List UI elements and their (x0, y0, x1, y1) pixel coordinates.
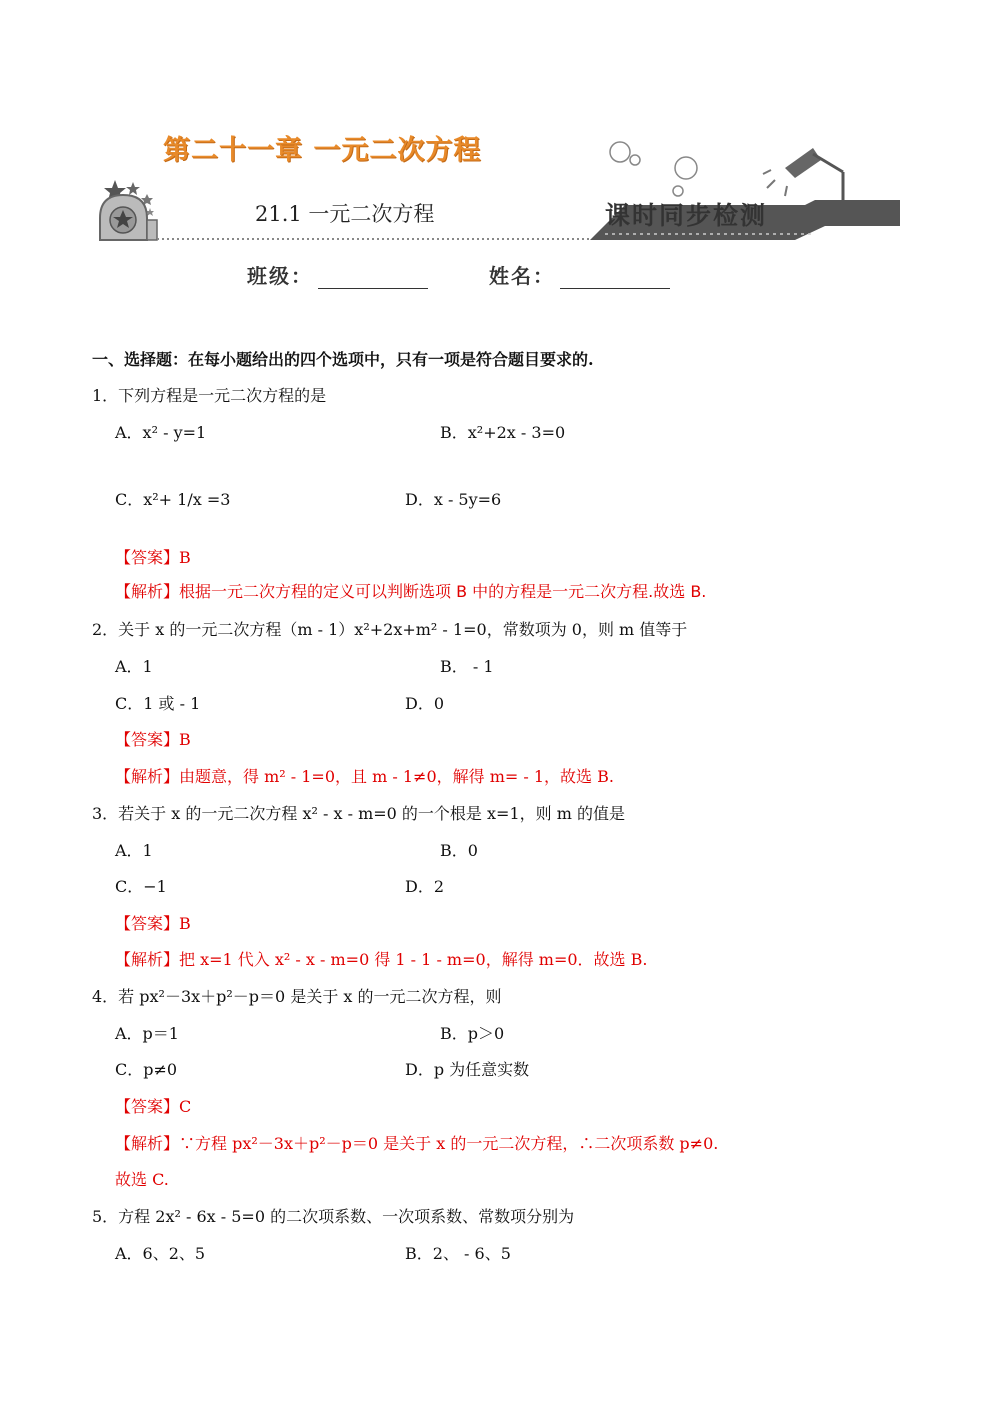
question-stem: 1．下列方程是一元二次方程的是 (92, 386, 327, 405)
analysis: 【解析】把 x=1 代入 x² - x - m=0 得 1 - 1 - m=0，解得 m=0．故选 B. (115, 950, 648, 969)
sync-check-title: 课时同步检测 (605, 201, 768, 230)
option-d: D．0 (405, 694, 445, 713)
analysis: 【解析】∵方程 px²－3x＋p²－p＝0 是关于 x 的一元二次方程，∴二次项系数 p≠0. (115, 1134, 719, 1153)
question-stem: 5．方程 2x² - 6x - 5=0 的二次项系数、一次项系数、常数项分别为 (92, 1207, 575, 1226)
option-a: A．x² - y=1 (115, 423, 207, 442)
option-d: D．2 (405, 877, 445, 896)
analysis-continued: 故选 C. (115, 1170, 169, 1189)
option-c: C．1 或 - 1 (115, 694, 201, 713)
section-heading: 一、选择题：在每小题给出的四个选项中，只有一项是符合题目要求的. (92, 350, 594, 369)
class-blank[interactable] (318, 266, 428, 289)
answer: 【答案】B (115, 548, 191, 567)
question-stem: 4．若 px²－3x＋p²－p＝0 是关于 x 的一元二次方程，则 (92, 987, 502, 1006)
option-c: C．−1 (115, 877, 167, 896)
name-label: 姓名： (489, 264, 555, 288)
class-field (247, 260, 428, 289)
option-a: A．p＝1 (115, 1024, 179, 1043)
option-a: A．1 (115, 841, 153, 860)
option-b: B．p＞0 (440, 1024, 505, 1043)
analysis: 【解析】由题意，得 m² - 1=0，且 m - 1≠0，解得 m= - 1，故选 B. (115, 767, 614, 786)
chapter-title: 第二十一章 一元二次方程 (163, 135, 482, 166)
question-stem: 2．关于 x 的一元二次方程（m - 1）x²+2x+m² - 1=0，常数项为 0，则 m 值等于 (92, 620, 688, 639)
analysis: 【解析】根据一元二次方程的定义可以判断选项 B 中的方程是一元二次方程.故选 B. (115, 582, 707, 601)
option-d: D．p 为任意实数 (405, 1060, 530, 1079)
answer: 【答案】B (115, 730, 191, 749)
answer: 【答案】C (115, 1097, 192, 1116)
option-c: C．x²+ 1/x =3 (115, 490, 231, 509)
option-b: B． - 1 (440, 657, 494, 676)
option-c: C．p≠0 (115, 1060, 178, 1079)
question-stem: 3．若关于 x 的一元二次方程 x² - x - m=0 的一个根是 x=1，则 m 的值是 (92, 804, 625, 823)
section-title: 21.1 一元二次方程 (255, 202, 435, 226)
option-a: A．1 (115, 657, 153, 676)
lamp-icon (763, 148, 843, 202)
name-field (489, 260, 670, 289)
name-blank[interactable] (560, 266, 670, 289)
answer: 【答案】B (115, 914, 191, 933)
option-d: D．x - 5y=6 (405, 490, 502, 509)
class-label: 班级： (247, 264, 313, 288)
option-a: A．6、2、5 (115, 1244, 206, 1263)
option-b: B．0 (440, 841, 478, 860)
option-b: B．x²+2x - 3=0 (440, 423, 566, 442)
option-b: B．2、 - 6、5 (405, 1244, 511, 1263)
star-icon (126, 182, 140, 195)
